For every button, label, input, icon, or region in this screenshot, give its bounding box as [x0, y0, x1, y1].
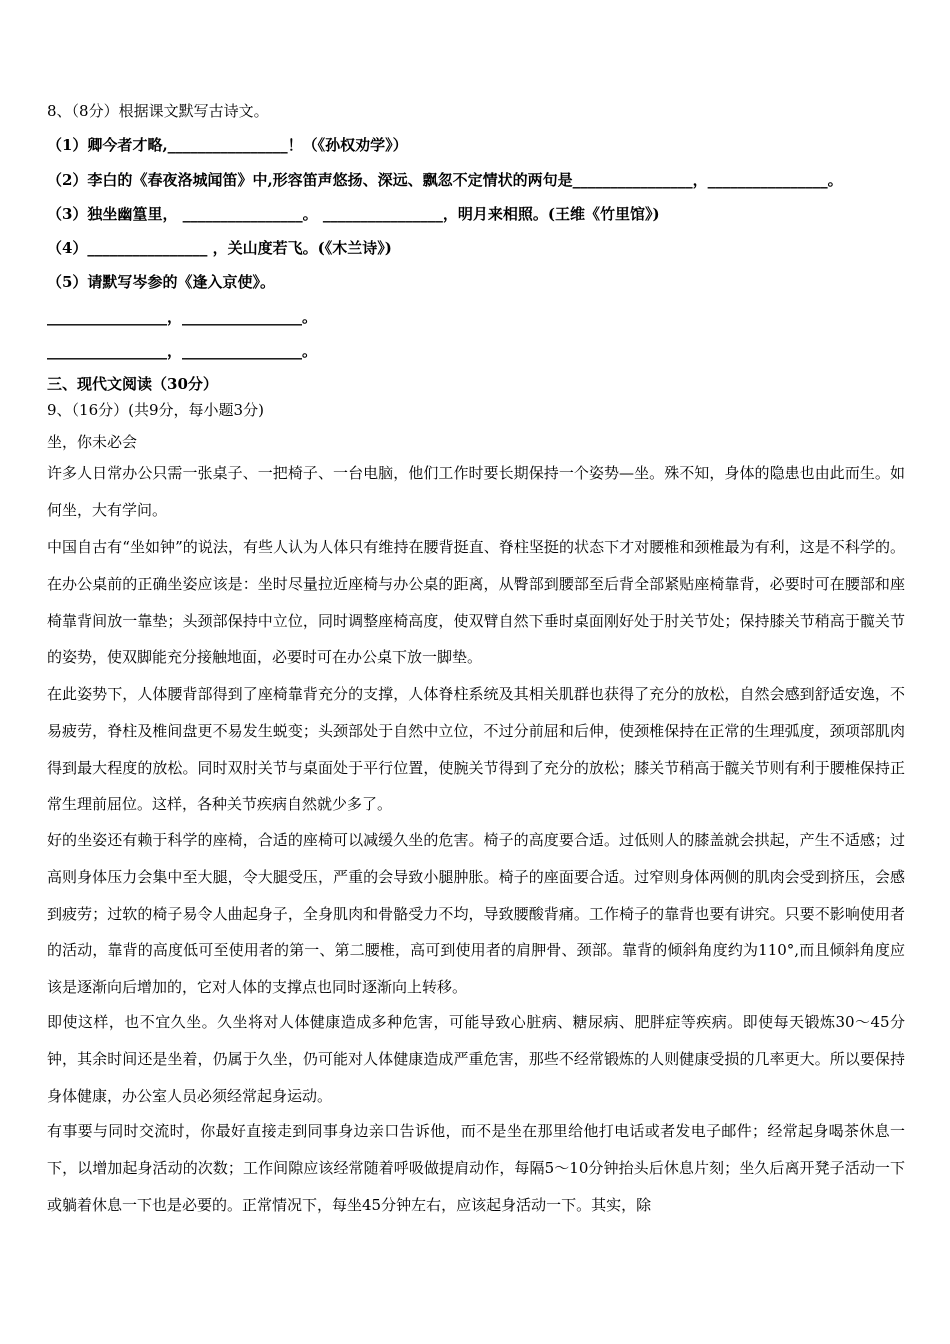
answer-blank-line-2: ________________，________________。 — [47, 342, 318, 360]
article-paragraph-4: 好的坐姿还有赖于科学的座椅，合适的座椅可以减缓久坐的危害。椅子的高度要合适。过低则人的膝盖就会拱起，产生不适感；过高则身体压力会集中至大腿，令大腿受压，严重的会导致小腿肿胀。椅子的座面要合适。过窄则身体两侧的肌肉会受到挤压，会感到疲劳；过软的椅子易令人曲起身子，全身肌肉和骨骼受力不均，导致腰酸背痛。工作椅子的靠背也要有讲究。只要不影响使用者的活动，靠背的高度低可至使用者的第一、第二腰椎，高可到使用者的肩胛骨、颈部。靠背的倾斜角度约为110°,而且倾斜角度应该是逐渐向后增加的，它对人体的支撑点也同时逐渐向上转移。 — [47, 831, 905, 997]
question-9-header: 9、（16分）(共9分，每小题3分) — [47, 401, 264, 419]
question-8-header: 8、（8分）根据课文默写古诗文。 — [47, 102, 269, 120]
article-paragraph-1: 许多人日常办公只需一张桌子、一把椅子、一台电脑，他们工作时要长期保持一个姿势—坐。殊不知，身体的隐患也由此而生。如何坐，大有学问。 — [47, 464, 905, 519]
question-8-item-4: （4）________________ ，关山度若飞。(《木兰诗》) — [47, 239, 392, 257]
article-paragraph-3: 在此姿势下，人体腰背部得到了座椅靠背充分的支撑，人体脊柱系统及其相关肌群也获得了充分的放松，自然会感到舒适安逸，不易疲劳，脊柱及椎间盘更不易发生蜕变；头颈部处于自然中立位，不过分前屈和后伸，使颈椎保持在正常的生理弧度，颈项部肌肉得到最大程度的放松。同时双肘关节与桌面处于平行位置，使腕关节得到了充分的放松；膝关节稍高于髋关节则有利于腰椎保持正常生理前屈位。这样，各种关节疾病自然就少多了。 — [47, 685, 905, 814]
question-8-item-1: （1）卿今者才略,________________！（《孙权劝学》） — [47, 136, 408, 154]
article-paragraph-5: 即使这样，也不宜久坐。久坐将对人体健康造成多种危害，可能导致心脏病、糖尿病、肥胖症等疾病。即使每天锻炼30～45分钟，其余时间还是坐着，仍属于久坐，仍可能对人体健康造成严重危害，那些不经常锻炼的人则健康受损的几率更大。所以要保持身体健康，办公室人员必须经常起身运动。 — [47, 1013, 905, 1105]
article-title: 坐，你未必会 — [47, 433, 138, 451]
question-8-item-2: （2）李白的《春夜洛城闻笛》中,形容笛声悠扬、深远、飘忽不定情状的两句是________________，________________。 — [47, 171, 843, 189]
question-8-item-5: （5）请默写岑参的《逢入京使》。 — [47, 273, 275, 291]
answer-blank-line-1: ________________，________________。 — [47, 308, 318, 326]
article-paragraph-2: 中国自古有“坐如钟”的说法，有些人认为人体只有维持在腰背挺直、脊柱坚挺的状态下才对腰椎和颈椎最为有利，这是不科学的。在办公桌前的正确坐姿应该是：坐时尽量拉近座椅与办公桌的距离，从臀部到腰部至后背全部紧贴座椅靠背，必要时可在腰部和座椅靠背间放一靠垫；头颈部保持中立位，同时调整座椅高度，使双臂自然下垂时桌面刚好处于肘关节处；保持膝关节稍高于髋关节的姿势，使双脚能充分接触地面，必要时可在办公桌下放一脚垫。 — [47, 538, 905, 667]
question-8-item-3: （3）独坐幽篁里， ________________。 ________________，明月来相照。(王维《竹里馆》) — [47, 205, 660, 223]
article-paragraph-6: 有事要与同时交流时，你最好直接走到同事身边亲口告诉他，而不是坐在那里给他打电话或者发电子邮件；经常起身喝茶休息一下，以增加起身活动的次数；工作间隙应该经常随着呼吸做提肩动作，每隔5～10分钟抬头后休息片刻；坐久后离开凳子活动一下或躺着休息一下也是必要的。正常情况下，每坐45分钟左右，应该起身活动一下。其实，除 — [47, 1122, 905, 1214]
section-title: 三、现代文阅读（30分） — [47, 375, 218, 393]
